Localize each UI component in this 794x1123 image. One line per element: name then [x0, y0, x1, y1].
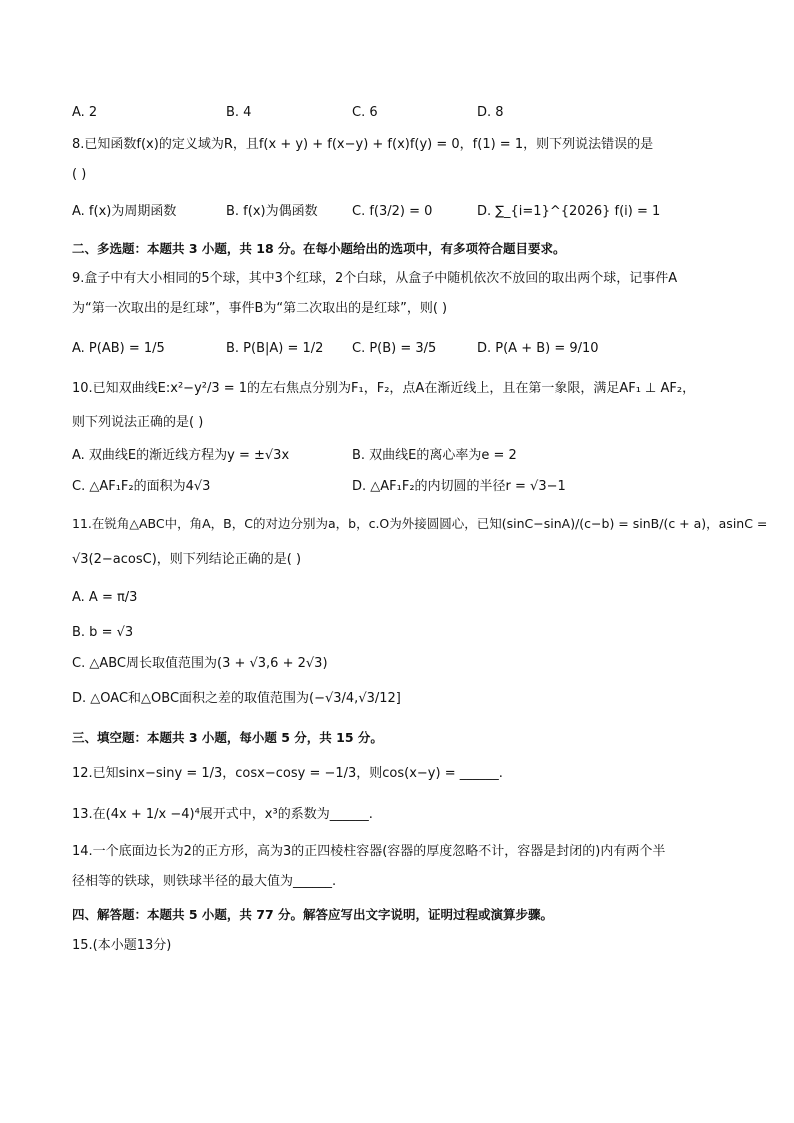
q12-stem: 12.已知sinx−siny = 1/3，cosx−cosy = −1/3，则cos(x−y) = ______. [72, 766, 503, 781]
q9-option-c: C. P(B) = 3/5 [352, 341, 437, 356]
q10-option-d: D. △AF₁F₂的内切圆的半径r = √3−1 [352, 479, 566, 494]
q8-answer-paren: ( ) [72, 167, 87, 182]
q14-stem-line2: 径相等的铁球，则铁球半径的最大值为______. [72, 874, 337, 889]
section-heading-multiple-choice: 二、多选题：本题共 3 小题，共 18 分。在每小题给出的选项中，有多项符合题目要求。 [72, 241, 566, 256]
q11-option-c: C. △ABC周长取值范围为(3 + √3,6 + 2√3) [72, 656, 328, 671]
q8-option-c: C. f(3/2) = 0 [352, 204, 433, 219]
q7-option-c: C. 6 [352, 105, 378, 120]
q9-option-d: D. P(A + B) = 9/10 [477, 341, 599, 356]
q10-stem-line2: 则下列说法正确的是( ) [72, 415, 204, 430]
section-heading-solution: 四、解答题：本题共 5 小题，共 77 分。解答应写出文字说明，证明过程或演算步骤。 [72, 907, 554, 922]
q11-option-d: D. △OAC和△OBC面积之差的取值范围为(−√3/4,√3/12] [72, 691, 401, 706]
q10-option-b: B. 双曲线E的离心率为e = 2 [352, 448, 517, 463]
q10-stem-line1: 10.已知双曲线E:x²−y²/3 = 1的左右焦点分别为F₁，F₂，点A在渐近线上，且在第一象限，满足AF₁ ⊥ AF₂， [72, 381, 696, 396]
q11-option-a: A. A = π/3 [72, 590, 138, 605]
q13-stem: 13.在(4x + 1/x −4)⁴展开式中，x³的系数为______. [72, 807, 373, 822]
q9-stem-line1: 9.盒子中有大小相同的5个球，其中3个红球，2个白球，从盒子中随机依次不放回的取出两个球，记事件A [72, 271, 678, 286]
q10-option-c: C. △AF₁F₂的面积为4√3 [72, 479, 211, 494]
q9-stem-line2: 为“第一次取出的是红球”，事件B为“第二次取出的是红球”，则( ) [72, 301, 448, 316]
q9-option-a: A. P(AB) = 1/5 [72, 341, 165, 356]
section-heading-fill-in: 三、填空题：本题共 3 小题，每小题 5 分，共 15 分。 [72, 730, 383, 745]
q15-header: 15.(本小题13分) [72, 938, 172, 953]
q11-stem-line2: √3(2−acosC)，则下列结论正确的是( ) [72, 552, 302, 567]
q7-option-d: D. 8 [477, 105, 504, 120]
q14-stem-line1: 14.一个底面边长为2的正方形，高为3的正四棱柱容器(容器的厚度忽略不计，容器是封闭的)内有两个半 [72, 844, 666, 859]
q11-stem-line1: 11.在锐角△ABC中，角A，B，C的对边分别为a，b，c.O为外接圆圆心，已知(sinC−sinA)/(c−b) = sinB/(c + a)，asinC = [72, 516, 768, 531]
q9-option-b: B. P(B|A) = 1/2 [226, 341, 324, 356]
q7-option-a: A. 2 [72, 105, 98, 120]
q7-option-b: B. 4 [226, 105, 252, 120]
q8-option-d: D. ∑_{i=1}^{2026} f(i) = 1 [477, 204, 661, 219]
q11-option-b: B. b = √3 [72, 625, 134, 640]
q8-option-a: A. f(x)为周期函数 [72, 204, 177, 219]
q10-option-a: A. 双曲线E的渐近线方程为y = ±√3x [72, 448, 290, 463]
q8-option-b: B. f(x)为偶函数 [226, 204, 318, 219]
q8-stem: 8.已知函数f(x)的定义域为R，且f(x + y) + f(x−y) + f(x)f(y) = 0，f(1) = 1，则下列说法错误的是 [72, 137, 654, 152]
